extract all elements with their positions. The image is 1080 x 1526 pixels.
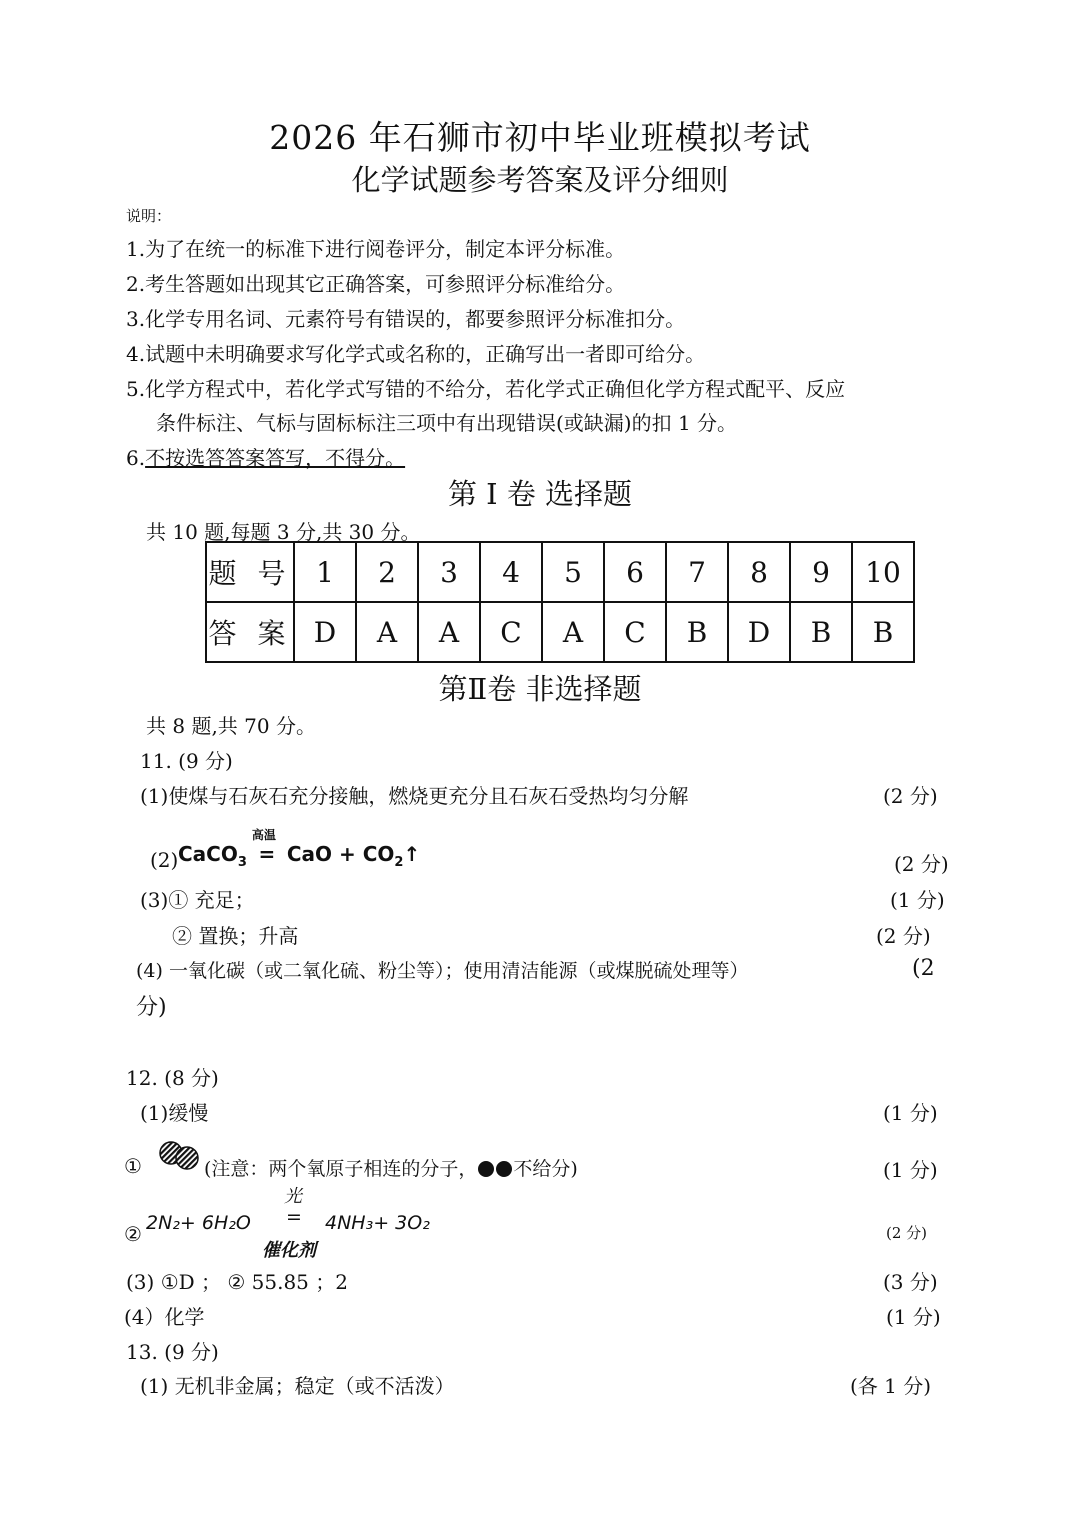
q12-part2-note: [204, 1154, 578, 1181]
answer-cell: B: [852, 602, 914, 662]
q11-eq-rhs-sub: 2: [394, 855, 404, 870]
q11-part2-score: (2 分): [894, 852, 949, 876]
q11-part3: (3)① 充足；: [140, 888, 255, 912]
q11-part4-score-b: 分): [136, 995, 167, 1020]
q11-part1: (1)使煤与石灰石充分接触，燃烧更充分且石灰石受热均匀分解: [140, 784, 689, 808]
note-item-3: 3.化学专用名词、元素符号有错误的，都要参照评分标准扣分。: [126, 307, 686, 331]
question-number-row: [206, 542, 914, 602]
q12-part3-score: (2 分): [886, 1224, 928, 1242]
section1-title: 第 I 卷 选择题: [447, 477, 633, 511]
answer-table: [205, 541, 915, 663]
q12-part4: (3) ①D ； ② 55.85 ；2: [126, 1270, 348, 1294]
atom-dot-icon: [478, 1161, 494, 1177]
note-item-5-cont: 条件标注、气标与固标标注三项中有出现错误(或缺漏)的扣 1 分。: [156, 411, 738, 435]
oxygen-molecule-icon: [156, 1140, 206, 1172]
answer-cell: A: [418, 602, 480, 662]
q12-part5: (4）化学: [124, 1305, 205, 1329]
q12-part2-note-b: 不给分): [513, 1158, 578, 1180]
q11-eq-sign: =: [258, 842, 276, 866]
atom-dot-icon: [496, 1161, 512, 1177]
q11-part3-score: (1 分): [890, 888, 945, 912]
question-number-cell: 2: [356, 542, 418, 602]
question-number-cell: 5: [542, 542, 604, 602]
gas-arrow-icon: ↑: [403, 842, 421, 866]
note-item-1: 1.为了在统一的标准下进行阅卷评分，制定本评分标准。: [126, 237, 626, 261]
q11-part4-score-a: (2: [912, 956, 935, 981]
q11-part3b: ② 置换；升高: [172, 924, 299, 948]
answer-row: [206, 602, 914, 662]
question-number-cell: 1: [294, 542, 356, 602]
q11-heading: 11. (9 分): [140, 749, 233, 773]
section2-title: 第Ⅱ卷 非选择题: [438, 672, 642, 706]
q13-part1-score: (各 1 分): [850, 1374, 932, 1398]
q12-part4-score: (3 分): [883, 1270, 938, 1294]
note-item-5: 5.化学方程式中，若化学式写错的不给分，若化学式正确但化学方程式配平、反应: [126, 377, 846, 401]
answer-cell: A: [356, 602, 418, 662]
q12-eq-lhs: 2N₂+ 6H₂O: [146, 1212, 251, 1234]
note-item-4: 4.试题中未明确要求写化学式或名称的，正确写出一者即可给分。: [126, 342, 706, 366]
q13-part1: (1) 无机非金属；稳定（或不活泼）: [140, 1374, 455, 1398]
answer-cell: C: [604, 602, 666, 662]
answer-cell: C: [480, 602, 542, 662]
question-number-cell: 7: [666, 542, 728, 602]
q12-part1-score: (1 分): [883, 1101, 938, 1125]
q12-part2-note-a: (注意：两个氧原子相连的分子，: [204, 1158, 478, 1180]
q11-equation: [178, 828, 421, 870]
q11-part3b-score: (2 分): [876, 924, 931, 948]
answer-cell: B: [666, 602, 728, 662]
page-subtitle: 化学试题参考答案及评分细则: [351, 163, 729, 197]
question-number-cell: 6: [604, 542, 666, 602]
q13-heading: 13. (9 分): [126, 1340, 219, 1364]
q12-part1: (1)缓慢: [140, 1101, 209, 1125]
section2-desc: 共 8 题,共 70 分。: [146, 714, 316, 738]
q11-part2-label: (2): [150, 848, 179, 872]
q11-eq-condition: 高温: [251, 828, 276, 842]
answer-cell: D: [728, 602, 790, 662]
q12-part2-score: (1 分): [883, 1158, 938, 1182]
q12-eq-top: 光: [284, 1186, 302, 1207]
row-header-question: 题 号: [206, 542, 294, 602]
q11-eq-lhs-sub: 3: [237, 855, 247, 870]
q11-part4: (4) 一氧化碳（或二氧化硫、粉尘等）；使用清洁能源（或煤脱硫处理等）: [136, 960, 749, 982]
q12-eq-bottom: 催化剂: [262, 1240, 316, 1261]
q12-eq-sign: =: [286, 1206, 302, 1228]
page-title: 2026 年石狮市初中毕业班模拟考试: [269, 118, 811, 157]
question-number-cell: 8: [728, 542, 790, 602]
answer-cell: B: [790, 602, 852, 662]
q12-heading: 12. (8 分): [126, 1066, 219, 1090]
question-number-cell: 10: [852, 542, 914, 602]
q12-part5-score: (1 分): [886, 1305, 941, 1329]
question-number-cell: 3: [418, 542, 480, 602]
q12-part2-label: ①: [124, 1154, 142, 1178]
note-item-6-prefix: 6.: [126, 446, 146, 470]
row-header-answer: 答 案: [206, 602, 294, 662]
q11-part1-score: (2 分): [883, 784, 938, 808]
question-number-cell: 9: [790, 542, 852, 602]
answer-cell: D: [294, 602, 356, 662]
question-number-cell: 4: [480, 542, 542, 602]
section1-desc: 共 10 题,每题 3 分,共 30 分。: [146, 520, 421, 544]
note-item-6: [126, 442, 405, 471]
note-item-2: 2.考生答题如出现其它正确答案，可参照评分标准给分。: [126, 272, 626, 296]
note-item-6-text: 不按选答答案答写，不得分。: [145, 446, 406, 470]
answer-cell: A: [542, 602, 604, 662]
notes-label: 说明：: [126, 207, 172, 225]
q12-eq-rhs: 4NH₃+ 3O₂: [325, 1212, 430, 1234]
q11-eq-lhs: CaCO: [178, 842, 238, 866]
q11-eq-rhs: CaO + CO: [286, 842, 395, 866]
q12-part3-label: ②: [124, 1222, 142, 1246]
